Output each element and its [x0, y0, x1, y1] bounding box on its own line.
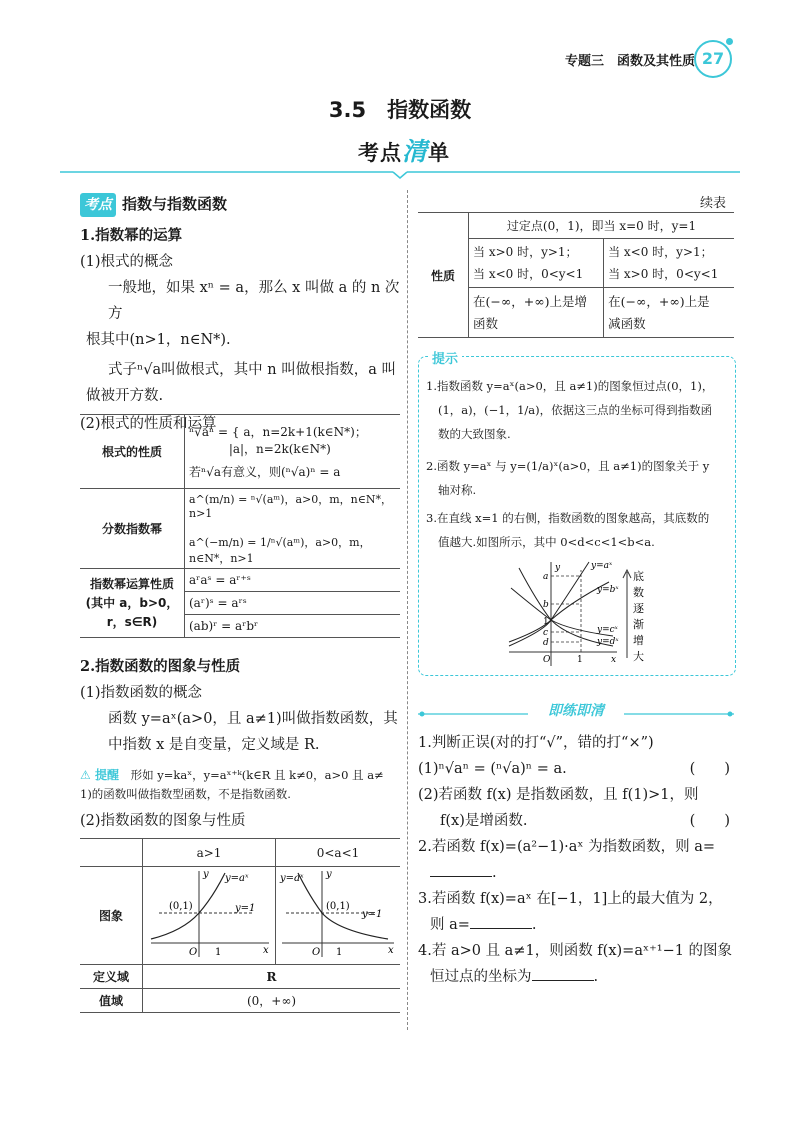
table-row-header: 根式的性质: [80, 415, 185, 489]
point-label: (0,1): [326, 901, 350, 912]
curve-label: y=aˣ: [591, 561, 613, 571]
subsection-1-1: (1)根式的概念: [80, 254, 174, 270]
exp-family-figure: [505, 558, 655, 668]
left-column-part2: [80, 654, 402, 834]
table-cell: [185, 489, 401, 569]
tick-label: 1: [543, 617, 549, 627]
formula-line: |a|，n=2k(k∈N*): [189, 442, 331, 456]
subsection-2-2: (2)指数函数的图象与性质: [80, 813, 246, 829]
question-4: 4.若 a>0 且 a≠1，则函数 f(x)=aˣ⁺¹−1 的图象: [418, 943, 733, 959]
side-label-char: 逐: [633, 602, 644, 615]
column-header: a>1: [143, 839, 276, 867]
banner-part-b: 清: [402, 137, 429, 166]
curve-label: y=aˣ: [225, 873, 249, 884]
question-1-2a: (2)若函数 f(x) 是指数函数，且 f(1)>1，则: [418, 787, 699, 803]
tick-label: 1: [215, 947, 222, 958]
exp-graph-table: [80, 838, 400, 1013]
remind-line: 形如 y=kaˣ，y=aˣ⁺ᵏ(k∈R 且 k≠0，a>0 且 a≠: [130, 768, 384, 782]
subsection-1: 1.指数幂的运算: [80, 227, 183, 244]
domain-value: R: [143, 965, 401, 989]
graph-a-gt-1: [143, 867, 275, 961]
paragraph-1b: 根其中(n>1，n∈N*).: [86, 332, 231, 348]
answer-blank[interactable]: [430, 860, 492, 877]
header-line: 指数幂运算性质: [89, 576, 174, 591]
origin-label: O: [543, 655, 551, 665]
tick-label: c: [543, 628, 549, 638]
question-text: 恒过点的坐标为: [430, 969, 532, 985]
cell-line: 当 x<0 时，0<y<1: [473, 267, 584, 281]
side-label-char: 大: [633, 650, 644, 663]
range-value: (0，+∞): [143, 989, 401, 1013]
origin-label: O: [189, 947, 198, 958]
header-line: (其中 a，b>0，: [85, 595, 179, 610]
curve-label: y=bˣ: [597, 585, 619, 595]
table-row-header: 图象: [80, 867, 143, 965]
banner-divider: [0, 166, 800, 180]
formula-line: a^(m/n) = ⁿ√(aᵐ)，a>0，m，n∈N*，n>1: [189, 493, 393, 520]
cell-line: 在(−∞，+∞)上是: [608, 293, 710, 309]
paragraph-3a: 函数 y=aˣ(a>0，且 a≠1)叫做指数函数，其: [108, 711, 398, 727]
question-text: 则 a=: [430, 917, 470, 933]
tip-label: 提示: [428, 348, 462, 367]
tip-line: 1.指数函数 y=aˣ(a>0，且 a≠1)的图象恒过点(0，1)，: [426, 379, 714, 393]
kaodian-title: 指数与指数函数: [122, 195, 228, 213]
page-title: 3.5 指数函数: [328, 98, 472, 122]
subsection-1-2: (2)根式的性质和运算: [80, 416, 217, 432]
graph-a-lt-1-cell: [276, 867, 401, 965]
table-row-header: 分数指数幂: [80, 489, 185, 569]
axis-label-y: y: [555, 563, 561, 573]
answer-blank[interactable]: [532, 964, 594, 981]
answer-parens[interactable]: ( ): [689, 813, 730, 829]
table-cell: [604, 239, 734, 288]
period: .: [492, 865, 497, 881]
table-cell: 过定点(0，1)，即当 x=0 时，y=1: [469, 213, 735, 239]
tip-content: [426, 374, 730, 554]
table-cell: [604, 288, 734, 338]
tick-label: 1: [336, 947, 343, 958]
page-number: 27: [694, 40, 732, 78]
tip-line: 2.函数 y=aˣ 与 y=(1/a)ˣ(a>0，且 a≠1)的图象关于 y: [426, 459, 710, 473]
side-label-char: 增: [633, 634, 644, 647]
tick-label: a: [543, 572, 549, 582]
origin-label: O: [312, 947, 321, 958]
question-text: f(x)是增函数.: [440, 813, 528, 829]
question-4-b: [418, 964, 738, 990]
left-column: [80, 192, 400, 437]
side-label-char: 渐: [633, 618, 644, 631]
question-text: (1)ⁿ√aⁿ = (ⁿ√a)ⁿ = a.: [418, 761, 567, 777]
cell-line: 在(−∞，+∞)上是增: [473, 293, 588, 309]
period: .: [531, 917, 537, 933]
graph-a-gt-1-cell: [143, 867, 276, 965]
question-1-1: [418, 756, 738, 782]
axis-label-x: x: [263, 945, 269, 956]
subsection-2: 2.指数函数的图象与性质: [80, 658, 241, 675]
tip-line: 数的大致图象.: [438, 427, 511, 441]
axis-label-x: x: [611, 655, 617, 665]
subsection-2-1: (1)指数函数的概念: [80, 685, 203, 701]
tip-line: 轴对称.: [438, 483, 477, 497]
section-header: 专题三 函数及其性质: [565, 54, 696, 69]
table-cell: [469, 239, 604, 288]
curve-label: y=cˣ: [597, 625, 618, 635]
tick-label: d: [543, 638, 549, 648]
cell-line: 当 x>0 时，0<y<1: [608, 267, 719, 281]
remind-line: 1)的函数叫做指数型函数，不是指数函数.: [80, 787, 291, 801]
table-row-header: 值域: [80, 989, 143, 1013]
paragraph-1a: 一般地，如果 xⁿ = a，那么 x 叫做 a 的 n 次方: [108, 280, 400, 322]
formula-line: (aʳ)ˢ = aʳˢ: [185, 592, 401, 615]
formula-line: 若ⁿ√a有意义，则(ⁿ√a)ⁿ = a: [189, 465, 341, 479]
properties-table-continued: [418, 212, 734, 338]
formula-line: ⁿ√aⁿ = { a，n=2k+1(k∈N*)；: [189, 425, 367, 439]
axis-label-x: x: [388, 945, 394, 956]
cell-line: 当 x>0 时，y>1；: [473, 245, 578, 259]
point-label: (0,1): [169, 901, 193, 912]
table-row-header: 性质: [418, 213, 469, 338]
column-header: 0<a<1: [276, 839, 401, 867]
practice-heading: 即练即清: [548, 703, 604, 719]
line-label: y=1: [235, 903, 256, 914]
question-3-b: [418, 912, 738, 938]
cell-line: 减函数: [608, 315, 646, 331]
banner-part-a: 考点: [358, 141, 402, 165]
cell-line: 函数: [473, 315, 499, 331]
answer-blank[interactable]: [470, 912, 532, 929]
tip-line: (1，a)，(−1，1/a)，依据这三点的坐标可得到指数函: [438, 403, 713, 417]
answer-parens[interactable]: ( ): [689, 761, 730, 777]
tick-label: 1: [577, 655, 583, 665]
formula-line: a^(−m/n) = 1/ⁿ√(aᵐ)，a>0，m，n∈N*，n>1: [189, 536, 371, 565]
tip-line: 值越大.如图所示，其中 0<d<c<1<b<a.: [438, 535, 655, 549]
kaodian-heading: [80, 192, 400, 217]
formula-line: (ab)ʳ = aʳbʳ: [185, 615, 401, 638]
axis-label-y: y: [203, 869, 209, 880]
paragraph-2b: 做被开方数.: [86, 388, 164, 404]
banner-part-c: 单: [428, 141, 451, 165]
side-label-char: 数: [633, 586, 644, 599]
period: .: [593, 969, 599, 985]
cell-line: 当 x<0 时，y>1；: [608, 245, 713, 259]
page-number-dot: [726, 38, 733, 45]
paragraph-2a: 式子ⁿ√a叫做根式，其中 n 叫做根指数，a 叫: [108, 362, 396, 378]
question-2-blank-line: [418, 860, 738, 886]
question-1: 1.判断正误(对的打“√”，错的打“×”): [418, 735, 654, 751]
tip-line: 3.在直线 x=1 的右侧，指数函数的图象越高，其底数的: [426, 511, 710, 525]
continued-label: 续表: [700, 196, 727, 211]
line-label: y=1: [362, 909, 383, 920]
column-divider: [407, 190, 408, 1030]
table-cell: [80, 839, 143, 867]
remind-label-text: 提醒: [94, 768, 119, 782]
side-label-char: 底: [633, 570, 644, 583]
practice-questions: [418, 730, 738, 990]
remind-label: ⚠ 提醒: [80, 768, 119, 782]
paragraph-3b: 中指数 x 是自变量，定义域是 R.: [108, 737, 320, 753]
question-3: 3.若函数 f(x)=aˣ 在[−1，1]上的最大值为 2，: [418, 891, 723, 907]
axis-label-y: y: [326, 869, 332, 880]
header-line: r，s∈R): [106, 614, 158, 629]
curve-label: y=aˣ: [280, 873, 304, 884]
table-row-header: 定义域: [80, 965, 143, 989]
question-1-2b: [418, 808, 738, 834]
curve-label: y=dˣ: [597, 637, 619, 647]
table-cell: [185, 415, 401, 489]
table-row-header: [80, 569, 185, 638]
table-cell: [469, 288, 604, 338]
kaodian-tag: 考点: [80, 193, 116, 217]
question-2: 2.若函数 f(x)=(a²−1)·aˣ 为指数函数，则 a=: [418, 839, 716, 855]
formula-line: aʳaˢ = aʳ⁺ˢ: [185, 569, 401, 592]
graph-a-lt-1: [276, 867, 400, 961]
radical-properties-table: [80, 414, 400, 638]
remind-note: [80, 766, 402, 785]
tick-label: b: [543, 600, 549, 610]
section-banner: [358, 132, 450, 168]
